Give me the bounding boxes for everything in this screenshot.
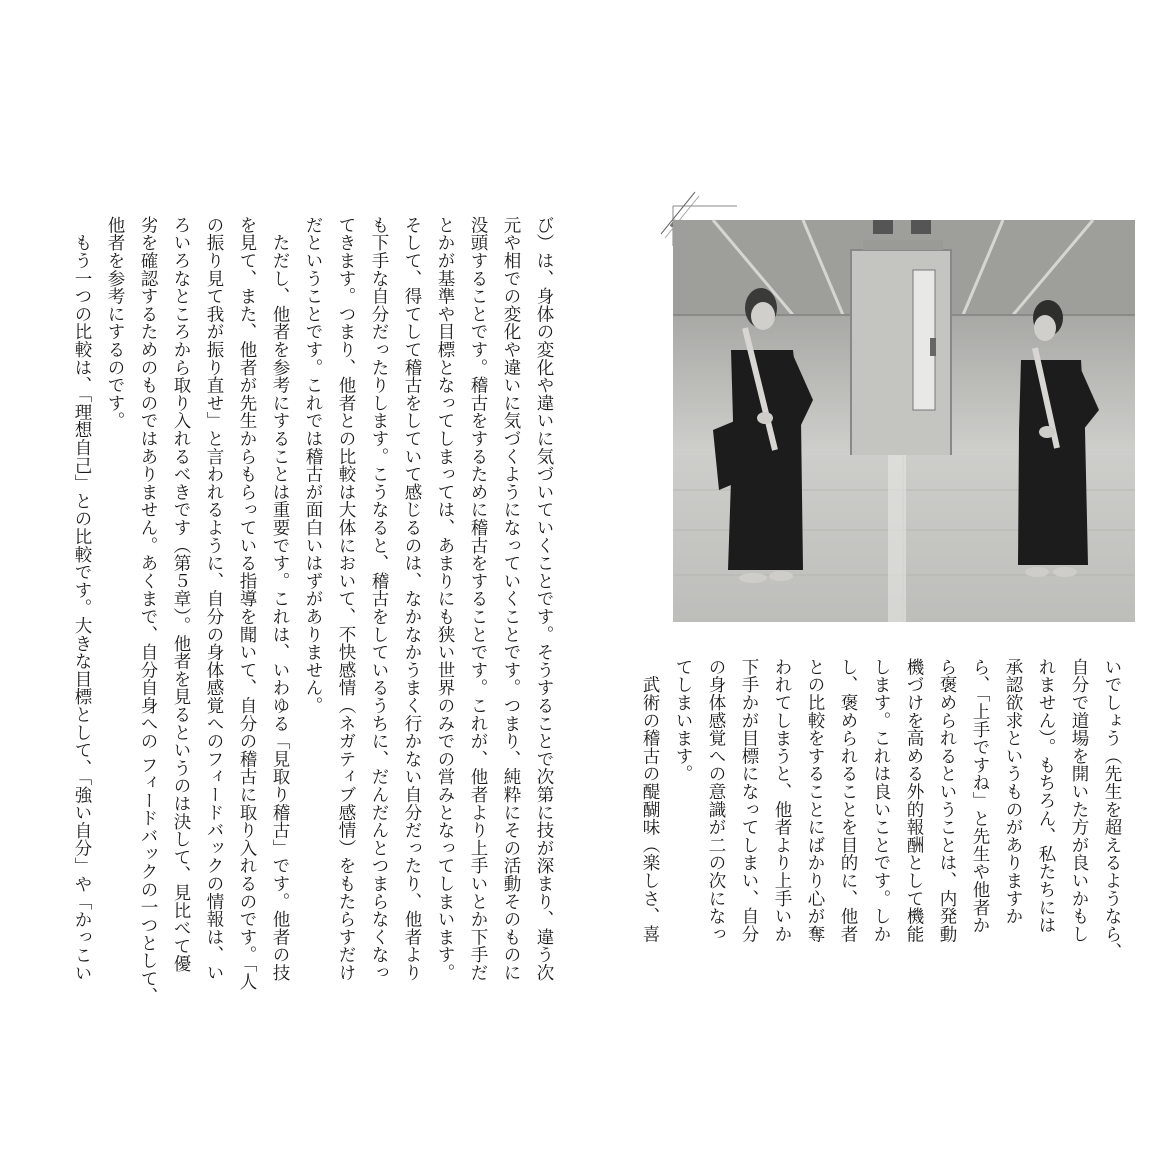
left-page-text-line: ただし、他者を参考にすることは重要です。これは、いわゆる「見取り稽古」です。他者の技 bbox=[270, 216, 290, 982]
left-page-text-line: 元や相での変化や違いに気づくようになっていくことです。つまり、純粋にその活動そのものに bbox=[501, 216, 521, 982]
right-page-text-line: ら、「上手ですね」と先生や他者か bbox=[970, 658, 990, 935]
right-page-text-line: 承認欲求というものがありますか bbox=[1003, 658, 1023, 925]
right-page-body-text bbox=[640, 658, 1128, 961]
photo-image bbox=[673, 220, 1135, 622]
left-page-text-line: 没頭することです。稽古をするために稽古をすることです。これが、他者より上手いとか下手だ bbox=[468, 216, 488, 982]
left-page-text-line: とかが基準や目標となってしまっては、あまりにも狭い世界のみでの営みとなってしまいます。 bbox=[435, 216, 455, 982]
right-page-text-line: てしまいます。 bbox=[673, 658, 693, 783]
right-page-text-line: 武術の稽古の醍醐味（楽しさ、喜 bbox=[640, 658, 660, 943]
right-page-text-line: いでしょう（先生を超えるようなら、 bbox=[1102, 658, 1122, 961]
right-page-text-line: の身体感覚への意識が二の次になっ bbox=[706, 658, 726, 943]
right-page bbox=[575, 0, 1150, 1150]
right-page-text-line: との比較をすることにばかり心が奪 bbox=[805, 658, 825, 943]
left-page-text-line: を見て、また、他者が先生からもらっている指導を聞いて、自分の稽古に取り入れるのです。「人 bbox=[237, 216, 257, 991]
left-page-text-line: てきます。つまり、他者との比較は大体において、不快感情（ネガティブ感情）をもたらすだけ bbox=[336, 216, 356, 982]
right-page-text-line: れません）。もちろん、私たちには bbox=[1036, 658, 1056, 935]
left-page-text-line: の振り見て我が振り直せ」と言われるように、自分の身体感覚へのフィードバックの情報は、い bbox=[204, 216, 224, 982]
left-page-body-text bbox=[22, 216, 560, 1006]
left-page-text-line: もう一つの比較は、「理想自己」との比較です。大きな目標として、「強い自分」や「かっこい bbox=[72, 216, 92, 982]
right-page-text-line: われてしまうと、他者より上手いか bbox=[772, 658, 792, 943]
right-page-text-line: 機づけを高める外的報酬として機能 bbox=[904, 658, 924, 943]
right-page-text-line: 自分で道場を開いた方が良いかもし bbox=[1069, 658, 1089, 943]
left-page-text-line: だということです。これでは稽古が面白いはずがありません。 bbox=[303, 216, 323, 715]
right-page-text-line: します。これは良いことです。しか bbox=[871, 658, 891, 943]
right-page-text-line: ら褒められるということは、内発動 bbox=[937, 658, 957, 943]
right-page-text-line: し、褒められることを目的に、他者 bbox=[838, 658, 858, 943]
left-page-text-line: ろいろなところから取り入れるべきです（第５章）。他者を見るというのは決して、見比べて優 bbox=[171, 216, 191, 973]
kendo-practice-photo bbox=[673, 220, 1135, 622]
left-page-text-line: そして、得てして稽古をしていて感じるのは、なかなかうまく行かない自分だったり、他者より bbox=[402, 216, 422, 982]
left-page-text-line: 劣を確認するためのものではありません。あくまで、自分自身への フィードバックの一つとして、 bbox=[138, 216, 158, 1006]
right-page-text-line: 下手かが目標になってしまい、自分 bbox=[739, 658, 759, 943]
left-page-text-line: び）は、身体の変化や違いに気づいていくことです。そうすることで次第に技が深まり、違う次 bbox=[534, 216, 554, 982]
left-page-text-line: 他者を参考にするのです。 bbox=[105, 216, 125, 430]
left-page-text-line: も下手な自分だったりします。こうなると、稽古をしているうちに、だんだんとつまらなくなっ bbox=[369, 216, 389, 982]
